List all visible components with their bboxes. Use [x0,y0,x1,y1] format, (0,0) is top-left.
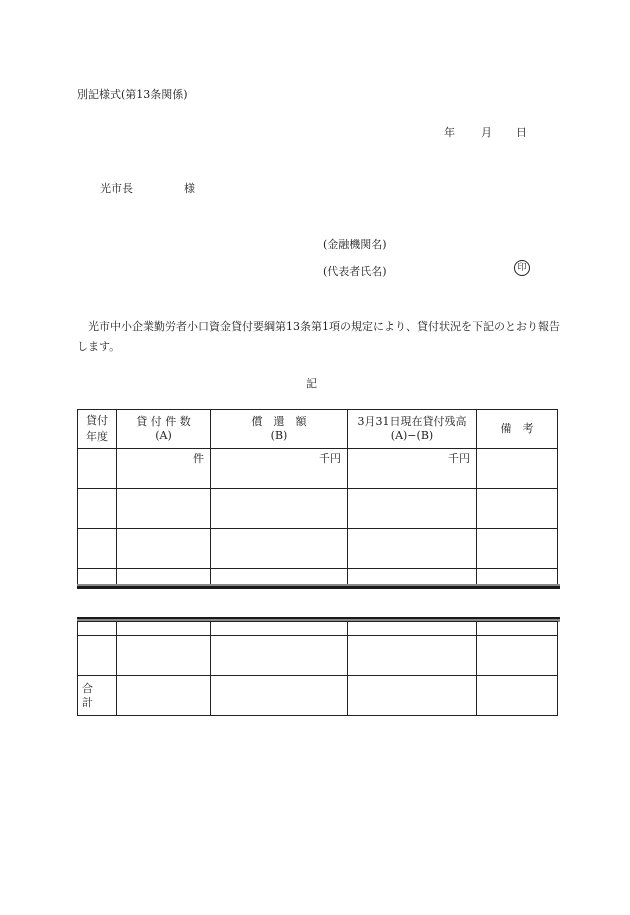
header-repayment-amount: 償 還 額 (B) [211,410,348,449]
cell-remarks[interactable] [477,449,558,489]
table-row-partial [78,569,558,585]
cell-count-unit[interactable]: 件 [117,449,211,489]
date-year-label: 年 [444,126,455,139]
date-day-label: 日 [516,126,527,139]
table-row [78,489,558,529]
table-break-top-line [77,586,560,589]
cell-repayment-unit[interactable]: 千円 [211,449,348,489]
bank-name-label: (金融機関名) [323,238,387,251]
representative-name-label: (代表者氏名) [323,265,387,278]
table-header-row [78,410,558,449]
header-loan-balance: 3月31日現在貸付残高 (A)−(B) [348,410,477,449]
table-total-row [78,676,558,716]
total-repayment[interactable] [211,676,348,716]
total-balance[interactable] [348,676,477,716]
loan-status-table-upper [77,409,557,585]
cell-year[interactable] [78,449,117,489]
cell-balance-unit[interactable]: 千円 [348,449,477,489]
date-month-label: 月 [481,126,492,139]
total-count[interactable] [117,676,211,716]
total-label: 合 計 [78,676,117,716]
table-row [78,529,558,569]
table-row [78,449,558,489]
seal-mark-icon: 印 [514,260,530,276]
header-loan-year: 貸付年度 [78,410,117,449]
header-loan-count: 貸 付 件 数 (A) [117,410,211,449]
total-remarks[interactable] [477,676,558,716]
addressee-honorific: 様 [184,182,195,195]
ki-marker: 記 [306,377,317,390]
table-row [78,636,558,676]
table-row-partial [78,622,558,636]
header-remarks: 備 考 [477,410,558,449]
form-heading: 別記様式(第13条関係) [77,88,188,101]
report-statement: 光市中小企業勤労者小口資金貸付要綱第13条第1項の規定により、貸付状況を下記のとおり報告します。 [77,320,560,353]
addressee: 光市長 [100,182,133,195]
loan-status-table-lower [77,621,557,716]
